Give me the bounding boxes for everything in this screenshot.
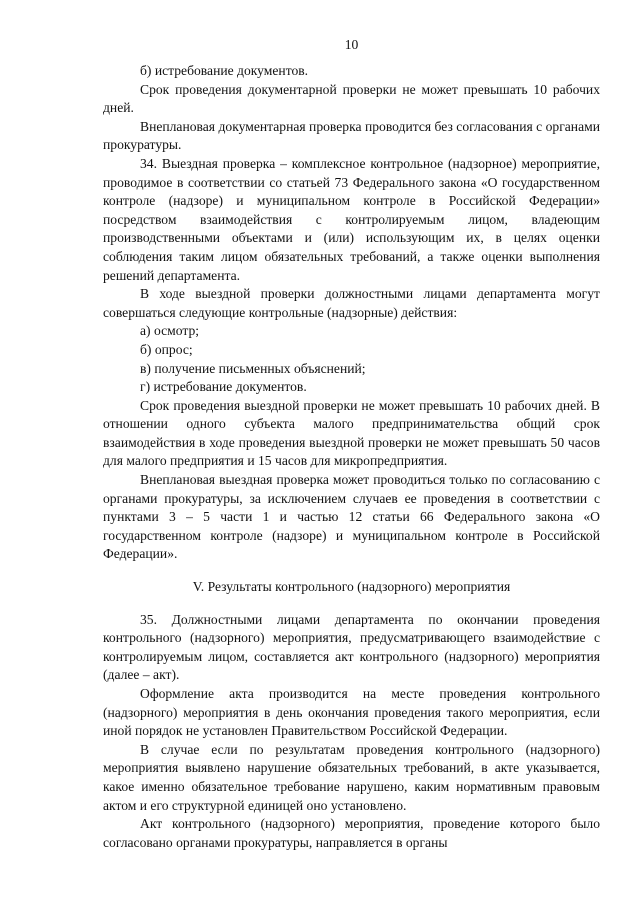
paragraph: Срок проведения выездной проверки не может превышать 10 рабочих дней. В отношении одного субъекта малого предпринимательства общий срок взаимодействия в ходе проведения выездной проверки не может превышать 50 часов для малого предприятия и 15 часов для микропредприятия. bbox=[103, 397, 600, 469]
paragraph: В ходе выездной проверки должностными лицами департамента могут совершаться следующие контрольные (надзорные) действия: bbox=[103, 286, 600, 320]
list-item: г) истребование документов. bbox=[140, 379, 307, 395]
paragraph: Акт контрольного (надзорного) мероприятия, проведение которого было согласовано органами прокуратуры, направляется в органы bbox=[103, 816, 600, 850]
section-heading: V. Результаты контрольного (надзорного) мероприятия bbox=[192, 579, 511, 595]
paragraph: В случае если по результатам проведения контрольного (надзорного) мероприятия выявлено нарушение обязательных требований, в акте указывается, какое именно обязательное требование нарушено, каким нормативным правовым актом и его структурной единицей оно установлено. bbox=[103, 741, 600, 813]
list-item: б) опрос; bbox=[140, 341, 193, 357]
paragraph: 35. Должностными лицами департамента по окончании проведения контрольного (надзорного) мероприятия, предусматривающего взаимодействие с контролируемым лицом, составляется акт контрольного (надзорного) мероприятия (далее – акт). bbox=[103, 611, 600, 683]
document-body bbox=[103, 62, 600, 852]
paragraph: Оформление акта производится на месте проведения контрольного (надзорного) мероприятия в день окончания проведения такого мероприятия, если иной порядок не установлен Правительством Российской Федерации. bbox=[103, 686, 600, 739]
list-item: в) получение письменных объяснений; bbox=[140, 360, 366, 376]
paragraph: Срок проведения документарной проверки не может превышать 10 рабочих дней. bbox=[103, 81, 600, 116]
page-number: 10 bbox=[344, 37, 359, 52]
paragraph: Внеплановая выездная проверка может проводиться только по согласованию с органами прокуратуры, за исключением случаев ее проведения в соответствии с пунктами 3 – 5 части 1 и частью 12 статьи 66 Федерального закона «О государственном контроле (надзоре) и муниципальном контроле в Российской Федерации». bbox=[103, 472, 600, 562]
paragraph: 34. Выездная проверка – комплексное контрольное (надзорное) мероприятие, проводимое в соответствии со статьей 73 Федерального закона «О государственном контроле (надзоре) и муниципальном контроле в Российской Федерации» посредством взаимодействия с контролируемым лицом, владеющим производственными объектами и (или) использующим их, в целях оценки соблюдения таким лицом обязательных требований, а также оценки выполнения решений департамента. bbox=[103, 155, 600, 283]
list-item: а) осмотр; bbox=[140, 323, 200, 339]
paragraph: Внеплановая документарная проверка проводится без согласования с органами прокуратуры. bbox=[103, 118, 600, 153]
paragraph: б) истребование документов. bbox=[140, 63, 309, 78]
